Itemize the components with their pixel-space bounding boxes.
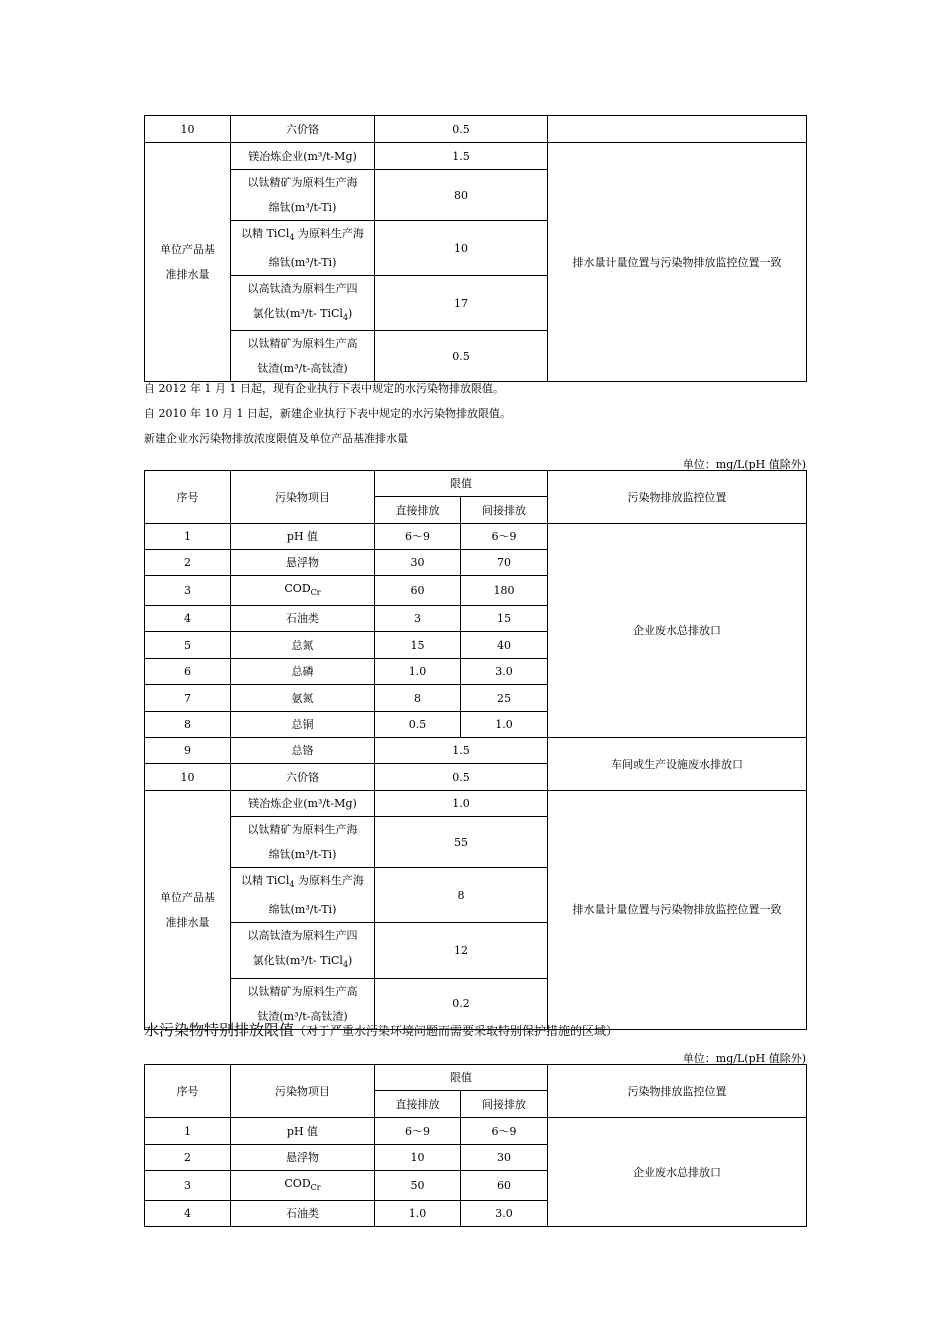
pollutant-item: 以钛精矿为原料生产高 钛渣(m³/t-高钛渣) (231, 978, 375, 1029)
table-special-limits (144, 1064, 807, 1227)
limit-value: 8 (375, 868, 548, 923)
pollutant-item: 以精 TiCl$_4$ 为原料生产海 绵钛(m³/t-Ti) (231, 221, 375, 276)
header-limit: 限值 (375, 1065, 548, 1091)
pollutant-item: 以精 TiCl$_4$ 为原料生产海 绵钛(m³/t-Ti) (231, 868, 375, 923)
header-indirect: 间接排放 (461, 1091, 548, 1118)
pollutant-item: 总铜 (231, 712, 375, 738)
direct-value: 30 (375, 550, 461, 576)
indirect-value: 1.0 (461, 712, 548, 738)
indirect-value: 180 (461, 576, 548, 606)
table-row (145, 143, 807, 170)
pollutant-item: 总磷 (231, 659, 375, 685)
pollutant-item: 悬浮物 (231, 550, 375, 576)
indirect-value: 70 (461, 550, 548, 576)
pollutant-item: 镁冶炼企业(m³/t-Mg) (231, 143, 375, 170)
pollutant-item: pH 值 (231, 1118, 375, 1145)
direct-value: 3 (375, 606, 461, 632)
section-title-note: （对于严重水污染环境问题而需要采取特别保护措施的区域） (294, 1024, 619, 1038)
unit-note: 单位：mg/L(pH 值除外) (682, 458, 806, 471)
header-item: 污染物项目 (231, 1065, 375, 1118)
unit-group-label: 单位产品基准排水量 (145, 143, 231, 382)
header-location: 污染物排放监控位置 (548, 1065, 807, 1118)
direct-value: 60 (375, 576, 461, 606)
limit-value: 0.5 (375, 116, 548, 143)
row-number: 3 (145, 576, 231, 606)
pollutant-item: 以钛精矿为原料生产高 钛渣(m³/t-高钛渣) (231, 331, 375, 382)
pollutant-item: 石油类 (231, 606, 375, 632)
table-header-row (145, 1065, 807, 1091)
direct-value: 0.5 (375, 712, 461, 738)
indirect-value: 6～9 (461, 1118, 548, 1145)
monitor-location: 企业废水总排放口 (548, 524, 807, 738)
limit-value: 0.5 (375, 764, 548, 791)
pollutant-item: 以钛精矿为原料生产海 绵钛(m³/t-Ti) (231, 817, 375, 868)
header-no: 序号 (145, 471, 231, 524)
row-number: 7 (145, 685, 231, 712)
unit-note: 单位：mg/L(pH 值除外) (682, 1052, 806, 1065)
table-row (145, 791, 807, 817)
pollutant-item: 悬浮物 (231, 1145, 375, 1171)
paragraph-existing-enterprises: 自 2012 年 1 月 1 日起，现有企业执行下表中规定的水污染物排放限值。 (144, 382, 504, 395)
header-item: 污染物项目 (231, 471, 375, 524)
table-continuation (144, 115, 807, 382)
indirect-value: 3.0 (461, 659, 548, 685)
monitor-location (548, 116, 807, 143)
limit-value: 17 (375, 276, 548, 331)
pollutant-item: 以高钛渣为原料生产四 氯化钛(m³/t- TiCl$_4$) (231, 923, 375, 978)
pollutant-item: $COD_{Cr}$ (231, 1171, 375, 1201)
pollutant-item: pH 值 (231, 524, 375, 550)
pollutant-item: 六价铬 (231, 764, 375, 791)
limit-value: 10 (375, 221, 548, 276)
header-indirect: 间接排放 (461, 497, 548, 524)
indirect-value: 30 (461, 1145, 548, 1171)
indirect-value: 60 (461, 1171, 548, 1201)
indirect-value: 3.0 (461, 1201, 548, 1227)
direct-value: 6～9 (375, 524, 461, 550)
table-row (145, 1118, 807, 1145)
row-number: 1 (145, 524, 231, 550)
direct-value: 10 (375, 1145, 461, 1171)
indirect-value: 15 (461, 606, 548, 632)
pollutant-item: 氨氮 (231, 685, 375, 712)
row-number: 8 (145, 712, 231, 738)
monitor-location: 车间或生产设施废水排放口 (548, 738, 807, 791)
row-number: 5 (145, 632, 231, 659)
row-number: 10 (145, 116, 231, 143)
row-number: 9 (145, 738, 231, 764)
direct-value: 15 (375, 632, 461, 659)
row-number: 1 (145, 1118, 231, 1145)
header-direct: 直接排放 (375, 497, 461, 524)
indirect-value: 6～9 (461, 524, 548, 550)
header-limit: 限值 (375, 471, 548, 497)
row-number: 3 (145, 1171, 231, 1201)
unit-group-label: 单位产品基准排水量 (145, 791, 231, 1029)
monitor-location: 排水量计量位置与污染物排放监控位置一致 (548, 791, 807, 1029)
monitor-location: 排水量计量位置与污染物排放监控位置一致 (548, 143, 807, 382)
row-number: 2 (145, 1145, 231, 1171)
table-row (145, 116, 807, 143)
row-number: 2 (145, 550, 231, 576)
table-caption: 新建企业水污染物排放浓度限值及单位产品基准排水量 (144, 432, 408, 445)
direct-value: 50 (375, 1171, 461, 1201)
direct-value: 1.0 (375, 659, 461, 685)
pollutant-item: 总氮 (231, 632, 375, 659)
pollutant-item: 以高钛渣为原料生产四 氯化钛(m³/t- TiCl$_4$) (231, 276, 375, 331)
limit-value: 80 (375, 170, 548, 221)
pollutant-item: 总铬 (231, 738, 375, 764)
limit-value: 12 (375, 923, 548, 978)
table-row (145, 738, 807, 764)
pollutant-item: $COD_{Cr}$ (231, 576, 375, 606)
direct-value: 1.0 (375, 1201, 461, 1227)
header-location: 污染物排放监控位置 (548, 471, 807, 524)
limit-value: 0.5 (375, 331, 548, 382)
direct-value: 8 (375, 685, 461, 712)
direct-value: 6～9 (375, 1118, 461, 1145)
row-number: 10 (145, 764, 231, 791)
indirect-value: 25 (461, 685, 548, 712)
row-number: 4 (145, 1201, 231, 1227)
paragraph-new-enterprises: 自 2010 年 10 月 1 日起，新建企业执行下表中规定的水污染物排放限值。 (144, 407, 511, 420)
pollutant-item: 石油类 (231, 1201, 375, 1227)
limit-value: 1.5 (375, 143, 548, 170)
limit-value: 1.0 (375, 791, 548, 817)
table-row (145, 524, 807, 550)
limit-value: 1.5 (375, 738, 548, 764)
table-new-enterprises (144, 470, 807, 1030)
section-title-main: 水污染物特别排放限值 (144, 1021, 295, 1039)
section-title (144, 1019, 618, 1040)
row-number: 6 (145, 659, 231, 685)
indirect-value: 40 (461, 632, 548, 659)
table-header-row (145, 471, 807, 497)
pollutant-item: 六价铬 (231, 116, 375, 143)
limit-value: 0.2 (375, 978, 548, 1029)
pollutant-item: 以钛精矿为原料生产海 绵钛(m³/t-Ti) (231, 170, 375, 221)
header-no: 序号 (145, 1065, 231, 1118)
row-number: 4 (145, 606, 231, 632)
header-direct: 直接排放 (375, 1091, 461, 1118)
pollutant-item: 镁冶炼企业(m³/t-Mg) (231, 791, 375, 817)
monitor-location: 企业废水总排放口 (548, 1118, 807, 1227)
limit-value: 55 (375, 817, 548, 868)
